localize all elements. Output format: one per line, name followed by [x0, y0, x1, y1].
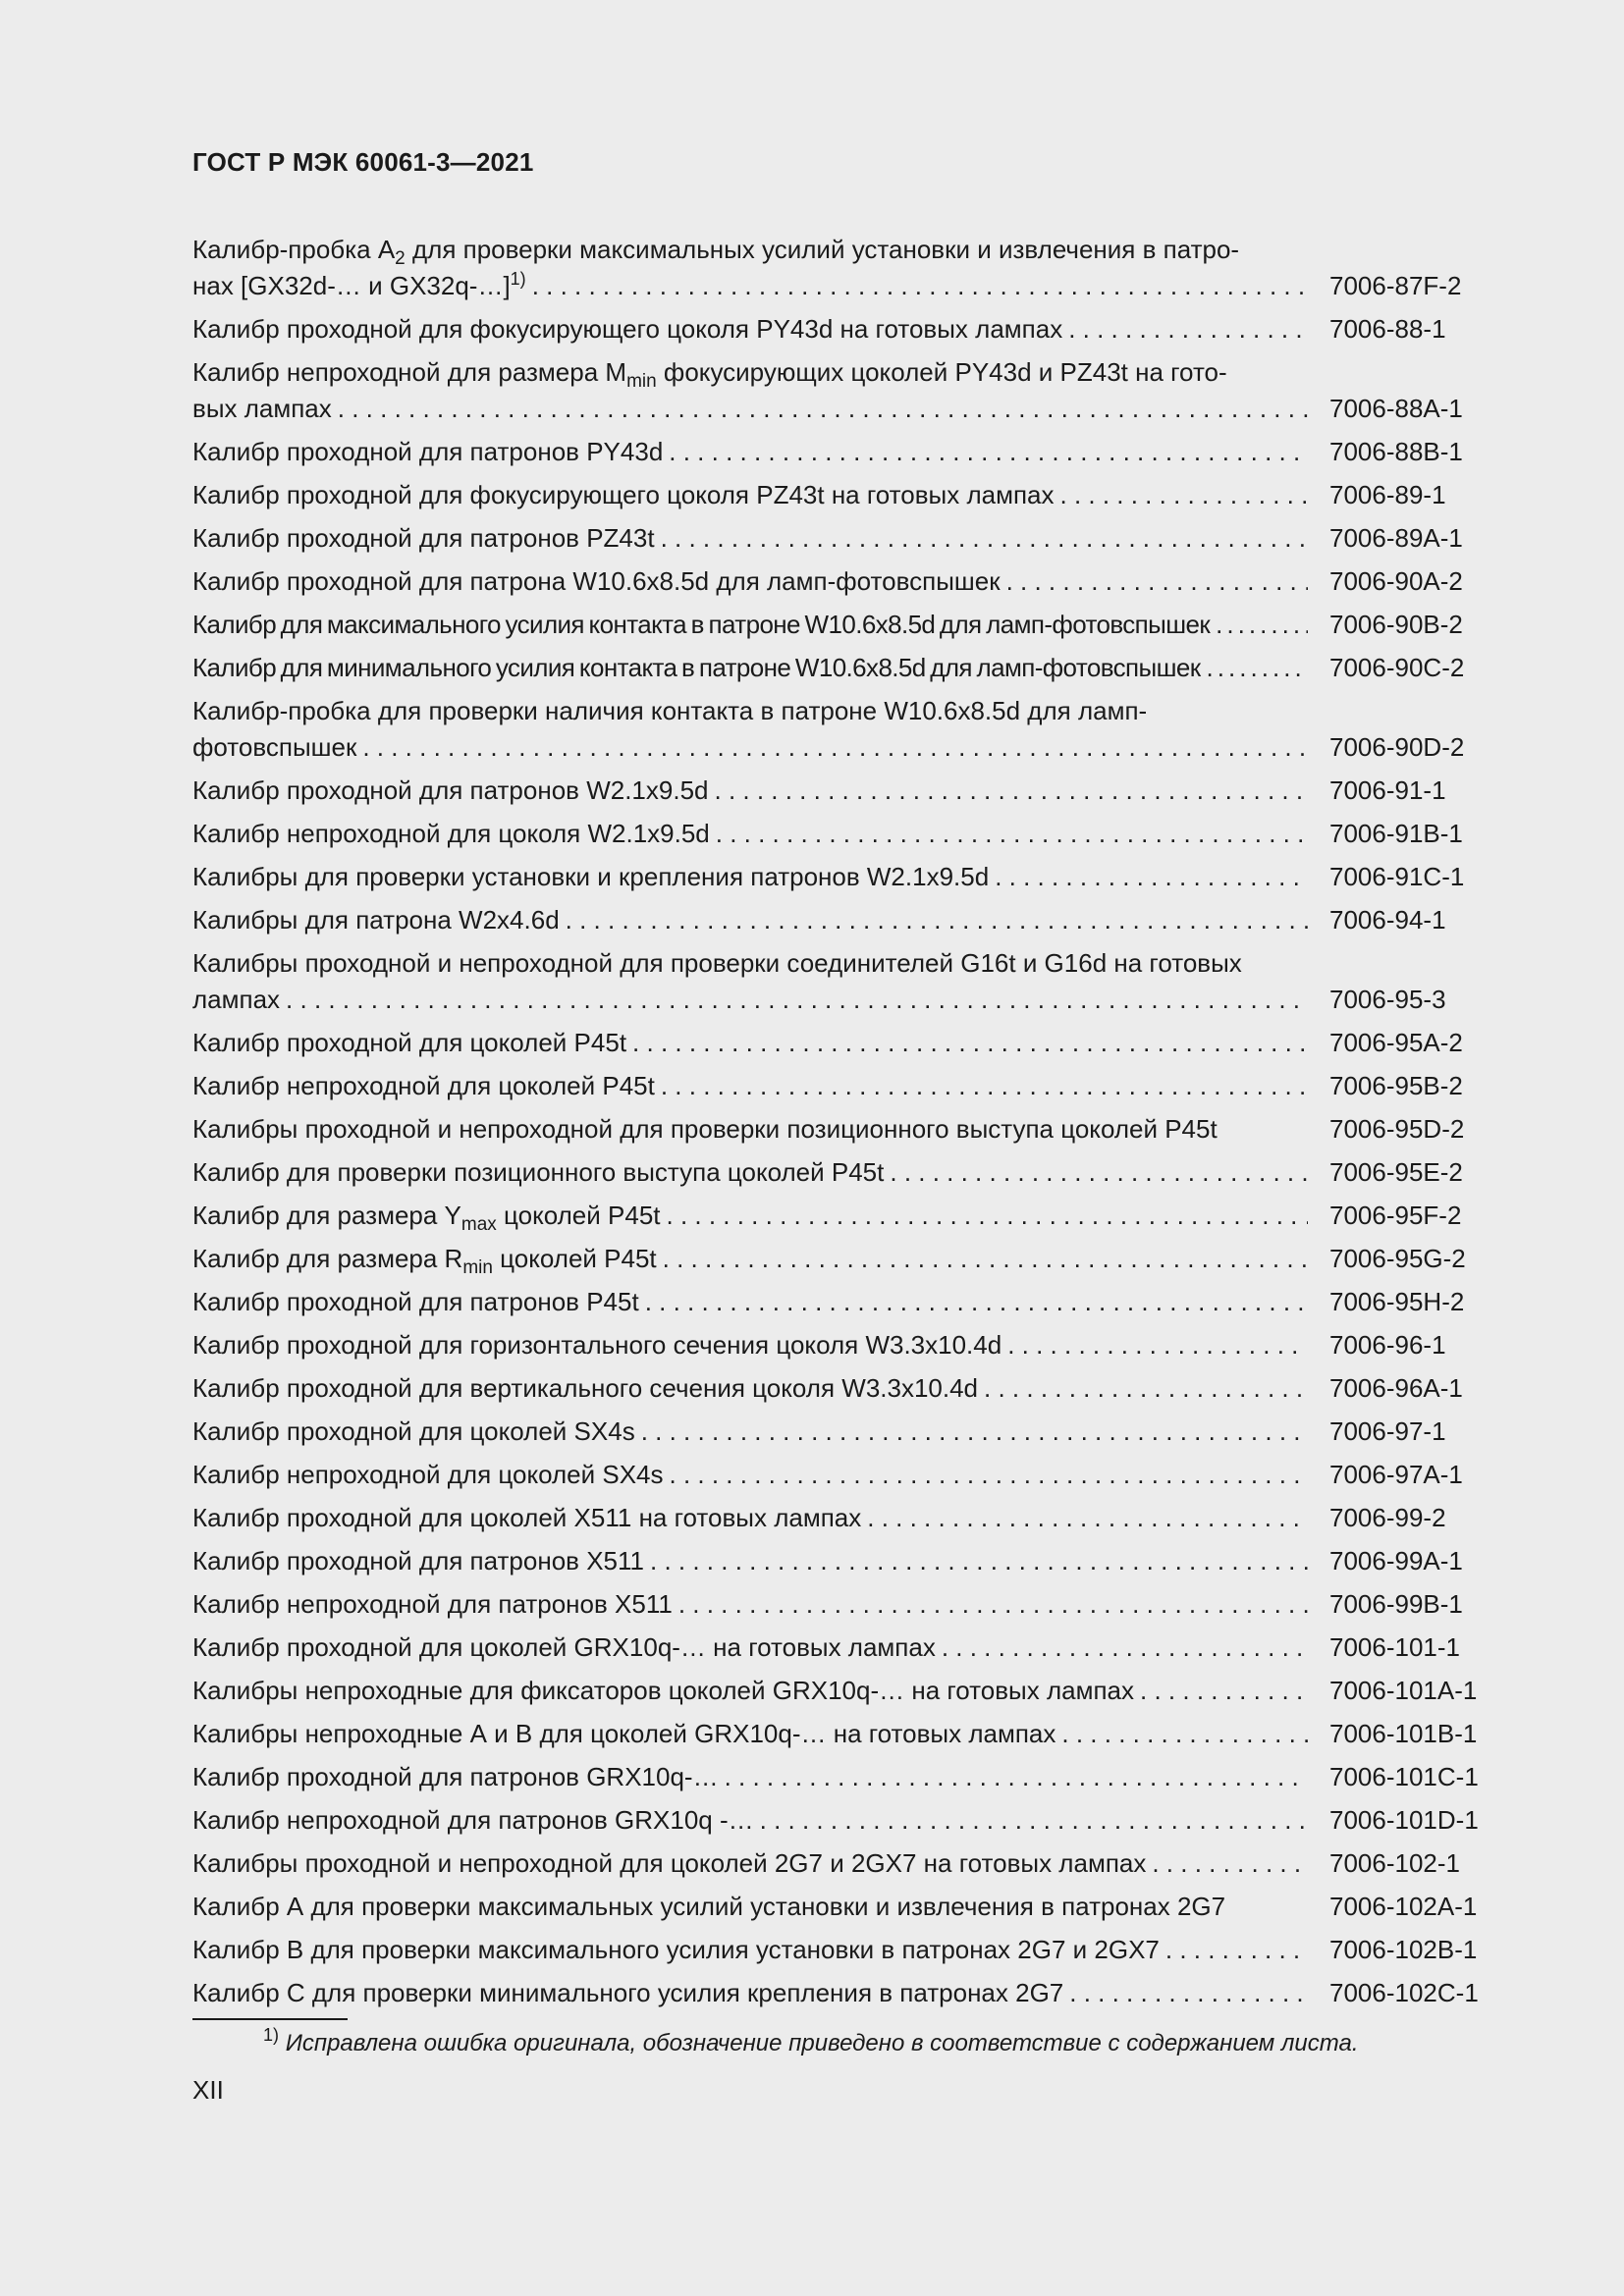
- toc-entry-text: Калибр непроходной для цоколя W2.1x9.5d: [192, 819, 716, 848]
- toc-entry: [192, 1154, 1490, 1191]
- toc-entry-title: [192, 1154, 1308, 1191]
- toc-entry-sheet-number: 7006-90D-2: [1329, 732, 1465, 762]
- toc-entry: [192, 1716, 1490, 1752]
- toc-entry-sheet-number: 7006-101D-1: [1329, 1805, 1479, 1835]
- toc-entry-sheet-number: 7006-101C-1: [1329, 1762, 1479, 1791]
- toc-entry: [192, 311, 1490, 347]
- toc-entry-text: [192, 696, 1153, 725]
- toc-entry-text-part: фокусирующих цоколей PY43d и PZ43t на гото-: [656, 357, 1227, 387]
- toc-entry-sheet-number: 7006-97-1: [1329, 1416, 1446, 1446]
- toc-entry-sheet-number: 7006-90A-2: [1329, 566, 1463, 596]
- toc-entry-text: Калибр непроходной для патронов X511: [192, 1589, 678, 1619]
- toc-entry: [192, 859, 1490, 895]
- toc-entry-text: Калибр проходной для цоколей SX4s: [192, 1416, 641, 1446]
- toc-entry-title: [192, 859, 1308, 895]
- toc-entry-text-part: цоколей P45t: [496, 1201, 661, 1230]
- toc-entry-title: [192, 311, 1308, 347]
- toc-entry-title: [192, 1241, 1308, 1277]
- toc-entry-text: Калибры непроходные А и В для цоколей GRX10q-… на готовых лампах: [192, 1719, 1061, 1748]
- toc-entry-title: [192, 520, 1308, 557]
- toc-entry: [192, 902, 1490, 938]
- toc-entry-title: [192, 1370, 1308, 1407]
- toc-entry-text: Калибр проходной для фокусирующего цоколя PY43d на готовых лампах: [192, 314, 1068, 344]
- toc-entry: [192, 1975, 1490, 2011]
- page-number: XII: [192, 2075, 224, 2105]
- toc-entry-text: Калибр проходной для цоколей X511 на готовых лампах: [192, 1503, 867, 1532]
- toc-entry-title: [192, 1802, 1308, 1839]
- toc-entry-sheet-number: 7006-96A-1: [1329, 1373, 1463, 1403]
- toc-entry-text: Калибр проходной для патронов PY43d: [192, 437, 669, 466]
- toc-entry-text: Калибр проходной для патронов W2.1x9.5d: [192, 775, 715, 805]
- toc-entry-text: Калибр С для проверки минимального усилия крепления в патронах 2G7: [192, 1978, 1069, 2007]
- toc-entry-sheet-number: 7006-101-1: [1329, 1632, 1460, 1662]
- toc-entry-title: [192, 1457, 1308, 1493]
- toc-entry-text: Калибры проходной и непроходной для цоколей 2G7 и 2GX7 на готовых лампах: [192, 1848, 1152, 1878]
- toc-entry-text: [192, 732, 362, 762]
- toc-entry-title: [192, 1327, 1308, 1363]
- toc-entry-title: [192, 693, 1308, 729]
- toc-entry-text: Калибры проходной и непроходной для проверки позиционного выступа цоколей P45t: [192, 1114, 1223, 1144]
- toc-entry-sheet-number: 7006-102C-1: [1329, 1978, 1479, 2007]
- toc-entry-text-part: Калибр-пробка для проверки наличия контакта в патроне W10.6x8.5d для ламп-: [192, 696, 1148, 725]
- toc-entry-title: [192, 563, 1308, 600]
- toc-entry-text-part: цоколей P45t: [492, 1244, 657, 1273]
- toc-entry: [192, 607, 1490, 643]
- toc-entry-sheet-number: 7006-91-1: [1329, 775, 1446, 805]
- toc-entry-continuation: [192, 391, 1308, 427]
- toc-entry: [192, 1586, 1490, 1623]
- toc-entry: [192, 1500, 1490, 1536]
- toc-entry-sheet-number: 7006-89A-1: [1329, 523, 1463, 553]
- toc-entry-title: [192, 773, 1308, 809]
- toc-entry-text-part: фотовспышек: [192, 732, 357, 762]
- toc-entry-sheet-number: 7006-95A-2: [1329, 1028, 1463, 1057]
- toc-entry: [192, 1068, 1490, 1104]
- toc-entry-text: Калибр проходной для фокусирующего цоколя PZ43t на готовых лампах: [192, 480, 1060, 509]
- toc-entry: [192, 1889, 1490, 1925]
- footnote-reference: 1): [510, 269, 526, 289]
- toc-entry-subscript: min: [462, 1257, 493, 1277]
- toc-entry-title: [192, 1586, 1308, 1623]
- toc-entry-text: [192, 394, 338, 423]
- toc-entry-text-part: Калибр для размера R: [192, 1244, 463, 1273]
- toc-entry: [192, 1629, 1490, 1666]
- toc-entry-sheet-number: 7006-91B-1: [1329, 819, 1463, 848]
- toc-entry-text: Калибр проходной для горизонтального сечения цоколя W3.3x10.4d: [192, 1330, 1007, 1360]
- toc-entry-title: [192, 1543, 1308, 1579]
- footnote: [263, 2025, 1359, 2057]
- toc-entry: [192, 1543, 1490, 1579]
- toc-entry: [192, 816, 1490, 852]
- toc-entry-text: Калибр непроходной для патронов GRX10q -…: [192, 1805, 760, 1835]
- toc-entry-text: [192, 1244, 663, 1277]
- toc-entry-sheet-number: 7006-88B-1: [1329, 437, 1463, 466]
- toc-entry-title: [192, 902, 1308, 938]
- toc-entry-title: [192, 1716, 1308, 1752]
- toc-entry-text-part: Калибр для размера Y: [192, 1201, 461, 1230]
- toc-entry-text: Калибры для патрона W2x4.6d: [192, 905, 566, 934]
- toc-entry: [192, 650, 1490, 686]
- toc-entry: [192, 354, 1490, 427]
- footnote-text: Исправлена ошибка оригинала, обозначение приведено в соответствие с содержанием листа.: [285, 2030, 1359, 2056]
- toc-entry-text-part: Калибры проходной и непроходной для проверки соединителей G16t и G16d на готовых: [192, 948, 1242, 978]
- toc-entry: [192, 1932, 1490, 1968]
- document-header: ГОСТ Р МЭК 60061-3—2021: [192, 147, 534, 177]
- toc-entry-text: [192, 1201, 667, 1234]
- table-of-contents: [192, 232, 1490, 2018]
- toc-entry-text: Калибр В для проверки максимального усилия установки в патронах 2G7 и 2GX7: [192, 1935, 1165, 1964]
- toc-entry: [192, 1025, 1490, 1061]
- toc-entry-title: [192, 945, 1308, 982]
- toc-entry-text: Калибр проходной для цоколей GRX10q-… на готовых лампах: [192, 1632, 942, 1662]
- toc-entry-sheet-number: 7006-90C-2: [1329, 653, 1465, 682]
- toc-entry-sheet-number: 7006-95H-2: [1329, 1287, 1465, 1316]
- toc-entry-sheet-number: 7006-99B-1: [1329, 1589, 1463, 1619]
- toc-entry-sheet-number: 7006-99A-1: [1329, 1546, 1463, 1575]
- footnote-mark: 1): [263, 2025, 280, 2045]
- toc-entry-text: [192, 357, 1233, 391]
- toc-entry-text: [192, 985, 286, 1014]
- toc-entry-title: [192, 1759, 1308, 1795]
- toc-entry-sheet-number: 7006-95G-2: [1329, 1244, 1466, 1273]
- toc-entry-text: Калибры для проверки установки и крепления патронов W2.1x9.5d: [192, 862, 995, 891]
- toc-entry-text-part: Калибр непроходной для размера М: [192, 357, 627, 387]
- toc-entry-text: Калибры непроходные для фиксаторов цоколей GRX10q-… на готовых лампах: [192, 1676, 1140, 1705]
- toc-entry-text-part: Калибр-пробка А: [192, 235, 396, 264]
- toc-entry-title: [192, 607, 1308, 643]
- toc-entry: [192, 1802, 1490, 1839]
- toc-entry: [192, 434, 1490, 470]
- toc-entry-text-part: для проверки максимальных усилий установки и извлечения в патро-: [405, 235, 1240, 264]
- toc-entry-text: Калибр проходной для патрона W10.6x8.5d для ламп-фотовспышек: [192, 566, 1006, 596]
- toc-entry-text: Калибр проходной для цоколей P45t: [192, 1028, 632, 1057]
- toc-entry-sheet-number: 7006-87F-2: [1329, 271, 1462, 300]
- toc-entry-title: [192, 1111, 1308, 1148]
- toc-entry-sheet-number: 7006-94-1: [1329, 905, 1446, 934]
- toc-entry-title: [192, 1889, 1308, 1925]
- toc-entry-title: [192, 816, 1308, 852]
- toc-entry-title: [192, 1673, 1308, 1709]
- toc-entry: [192, 945, 1490, 1018]
- toc-entry: [192, 563, 1490, 600]
- toc-entry: [192, 520, 1490, 557]
- toc-entry-text: [192, 271, 532, 300]
- toc-entry-text: Калибр проходной для патронов P45t: [192, 1287, 645, 1316]
- toc-entry-sheet-number: 7006-96-1: [1329, 1330, 1446, 1360]
- toc-entry: [192, 1759, 1490, 1795]
- toc-entry-sheet-number: 7006-91C-1: [1329, 862, 1465, 891]
- toc-entry-sheet-number: 7006-90B-2: [1329, 610, 1463, 639]
- toc-entry-sheet-number: 7006-102A-1: [1329, 1892, 1478, 1921]
- toc-entry: [192, 1673, 1490, 1709]
- toc-entry-text: Калибр непроходной для цоколей P45t: [192, 1071, 661, 1100]
- toc-entry: [192, 1111, 1490, 1148]
- toc-entry-title: [192, 1629, 1308, 1666]
- toc-entry-title: [192, 1845, 1308, 1882]
- toc-entry-text: [192, 948, 1248, 978]
- toc-entry-text: Калибр проходной для вертикального сечения цоколя W3.3x10.4d: [192, 1373, 984, 1403]
- toc-entry: [192, 1241, 1490, 1277]
- toc-entry-sheet-number: 7006-95F-2: [1329, 1201, 1462, 1230]
- toc-entry-sheet-number: 7006-88A-1: [1329, 394, 1463, 423]
- toc-entry-text: Калибр проходной для патронов GRX10q-…: [192, 1762, 725, 1791]
- toc-entry-sheet-number: 7006-101A-1: [1329, 1676, 1478, 1705]
- toc-entry-title: [192, 1932, 1308, 1968]
- toc-entry-sheet-number: 7006-95D-2: [1329, 1114, 1465, 1144]
- toc-entry-continuation: [192, 729, 1308, 766]
- toc-entry-text: Калибр непроходной для цоколей SX4s: [192, 1460, 670, 1489]
- toc-entry-sheet-number: 7006-102B-1: [1329, 1935, 1478, 1964]
- toc-entry-title: [192, 650, 1308, 686]
- toc-entry: [192, 773, 1490, 809]
- toc-entry-sheet-number: 7006-89-1: [1329, 480, 1446, 509]
- toc-entry-continuation: [192, 268, 1308, 304]
- toc-entry-title: [192, 354, 1308, 391]
- toc-entry-title: [192, 1284, 1308, 1320]
- toc-entry-text-part: нах [GX32d-… и GX32q-…]: [192, 271, 511, 300]
- toc-entry: [192, 693, 1490, 766]
- toc-entry-text-part: лампах: [192, 985, 281, 1014]
- toc-entry: [192, 1414, 1490, 1450]
- toc-entry-title: [192, 232, 1308, 268]
- toc-entry-text: Калибр А для проверки максимальных усилий установки и извлечения в патронах 2G7: [192, 1892, 1231, 1921]
- toc-entry-sheet-number: 7006-99-2: [1329, 1503, 1446, 1532]
- toc-entry-continuation: [192, 982, 1308, 1018]
- toc-entry: [192, 1198, 1490, 1234]
- toc-entry-subscript: min: [626, 371, 657, 391]
- toc-entry-text: Калибр для максимального усилия контакта в патроне W10.6x8.5d для ламп-фотовспышек: [192, 610, 1216, 639]
- toc-entry: [192, 1457, 1490, 1493]
- toc-entry: [192, 1284, 1490, 1320]
- toc-entry-title: [192, 1414, 1308, 1450]
- toc-entry-title: [192, 434, 1308, 470]
- toc-entry: [192, 1327, 1490, 1363]
- toc-entry-subscript: max: [460, 1214, 497, 1234]
- toc-entry-title: [192, 1198, 1308, 1234]
- toc-entry-subscript: 2: [395, 248, 406, 268]
- toc-entry: [192, 232, 1490, 304]
- toc-entry-title: [192, 1068, 1308, 1104]
- toc-entry: [192, 477, 1490, 513]
- toc-entry: [192, 1370, 1490, 1407]
- toc-entry-text: Калибр проходной для патронов PZ43t: [192, 523, 661, 553]
- toc-entry-sheet-number: 7006-95-3: [1329, 985, 1446, 1014]
- toc-entry-sheet-number: 7006-97A-1: [1329, 1460, 1463, 1489]
- footnote-divider: [192, 2018, 348, 2020]
- toc-entry-title: [192, 477, 1308, 513]
- toc-entry-title: [192, 1975, 1308, 2011]
- toc-entry: [192, 1845, 1490, 1882]
- toc-entry-sheet-number: 7006-101B-1: [1329, 1719, 1478, 1748]
- toc-entry-sheet-number: 7006-102-1: [1329, 1848, 1460, 1878]
- toc-entry-title: [192, 1500, 1308, 1536]
- toc-entry-text: Калибр проходной для патронов X511: [192, 1546, 650, 1575]
- toc-entry-text-part: вых лампах: [192, 394, 332, 423]
- toc-entry-sheet-number: 7006-95E-2: [1329, 1157, 1463, 1187]
- toc-entry-sheet-number: 7006-95B-2: [1329, 1071, 1463, 1100]
- toc-entry-sheet-number: 7006-88-1: [1329, 314, 1446, 344]
- toc-entry-text: [192, 235, 1245, 268]
- toc-entry-title: [192, 1025, 1308, 1061]
- toc-entry-text: Калибр для минимального усилия контакта в патроне W10.6x8.5d для ламп-фотовспышек: [192, 653, 1207, 682]
- toc-entry-text: Калибр для проверки позиционного выступа цоколей P45t: [192, 1157, 890, 1187]
